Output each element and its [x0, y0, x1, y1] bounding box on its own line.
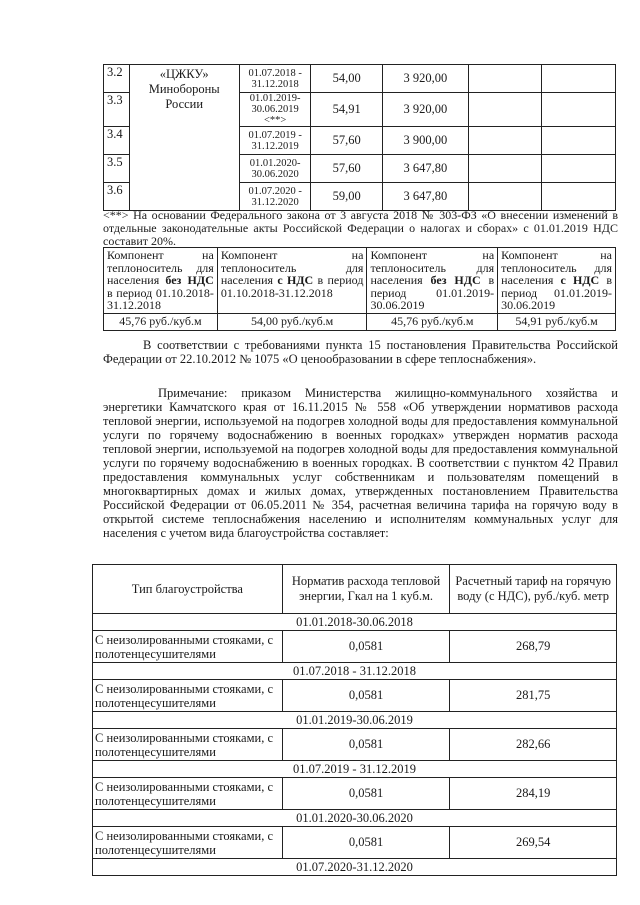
value-cell: 57,60: [311, 155, 383, 183]
empty-cell: [542, 183, 616, 211]
component-value: 54,00 руб./куб.м: [217, 313, 367, 330]
period-row: [93, 859, 617, 876]
component-value: 45,76 руб./куб.м: [104, 313, 218, 330]
period-cell: 01.07.2020-31.12.2020: [93, 859, 617, 876]
empty-cell: [468, 155, 542, 183]
period-cell: 01.07.2020 - 31.12.2020: [239, 183, 311, 211]
table-row: [93, 827, 617, 859]
table-row: [93, 778, 617, 810]
value-cell: 3 647,80: [382, 183, 468, 211]
component-description: Компонент на теплоноситель для населения с НДС в период 01.10.2018-31.12.2018: [217, 248, 367, 314]
row-number: 3.3: [104, 93, 130, 127]
calc-table: [92, 564, 617, 876]
period-row: [93, 614, 617, 631]
component-value: 54,91 руб./куб.м: [498, 313, 616, 330]
component-description: Компонент на теплоноситель для населения без НДС в период 01.01.2019-30.06.2019: [367, 248, 498, 314]
row-number: 3.4: [104, 127, 130, 155]
row-number: 3.5: [104, 155, 130, 183]
table-row: [93, 631, 617, 663]
empty-cell: [542, 65, 616, 93]
tariff-table: [103, 64, 616, 211]
tariff-cell: 268,79: [450, 631, 617, 663]
value-cell: 57,60: [311, 127, 383, 155]
org-line: «ЦЖКУ»: [159, 67, 209, 81]
empty-cell: [468, 183, 542, 211]
column-header: Расчетный тариф на горячую воду (с НДС), руб./куб. метр: [450, 565, 617, 614]
period-cell: 01.07.2018 - 31.12.2018: [93, 663, 617, 680]
table-row: [104, 65, 616, 93]
norm-cell: 0,0581: [282, 729, 450, 761]
period-cell: 01.07.2019 - 31.12.2019: [239, 127, 311, 155]
organization-cell: [129, 65, 239, 211]
empty-cell: [468, 127, 542, 155]
tariff-cell: 269,54: [450, 827, 617, 859]
component-value: 45,76 руб./куб.м: [367, 313, 498, 330]
table-row: [93, 680, 617, 712]
empty-cell: [542, 93, 616, 127]
value-cell: 3 920,00: [382, 93, 468, 127]
org-line: России: [165, 97, 204, 111]
column-header: Тип благоустройства: [93, 565, 283, 614]
footnote: <**> На основании Федерального закона от 3 августа 2018 № 303-ФЗ «О внесении изменений в отдельные законодательные акты Российской Федерации о налогах и сборах» с 01.01.2019 НДС составит 20%.: [103, 208, 618, 248]
table-row: [93, 729, 617, 761]
table-row: [104, 313, 616, 330]
value-cell: 3 900,00: [382, 127, 468, 155]
period-row: [93, 663, 617, 680]
value-cell: 3 647,80: [382, 155, 468, 183]
period-cell: 01.07.2019 - 31.12.2019: [93, 761, 617, 778]
value-cell: 54,00: [311, 65, 383, 93]
period-row: [93, 810, 617, 827]
period-row: [93, 712, 617, 729]
row-number: 3.6: [104, 183, 130, 211]
period-cell: 01.01.2020-30.06.2020: [93, 810, 617, 827]
type-cell: С неизолированными стояками, с полотенцесушителями: [93, 631, 283, 663]
period-cell: 01.01.2018-30.06.2018: [93, 614, 617, 631]
type-cell: С неизолированными стояками, с полотенцесушителями: [93, 778, 283, 810]
type-cell: С неизолированными стояками, с полотенцесушителями: [93, 729, 283, 761]
column-header: Норматив расхода тепловой энергии, Гкал на 1 куб.м.: [282, 565, 450, 614]
type-cell: С неизолированными стояками, с полотенцесушителями: [93, 680, 283, 712]
norm-cell: 0,0581: [282, 827, 450, 859]
table-header-row: [93, 565, 617, 614]
table-row: [104, 248, 616, 314]
components-table: [103, 247, 616, 331]
value-cell: 3 920,00: [382, 65, 468, 93]
period-cell: 01.07.2018 - 31.12.2018: [239, 65, 311, 93]
empty-cell: [468, 65, 542, 93]
component-description: Компонент на теплоноситель для населения с НДС в период 01.01.2019-30.06.2019: [498, 248, 616, 314]
empty-cell: [468, 93, 542, 127]
empty-cell: [542, 155, 616, 183]
tariff-cell: 284,19: [450, 778, 617, 810]
empty-cell: [542, 127, 616, 155]
value-cell: 59,00: [311, 183, 383, 211]
type-cell: С неизолированными стояками, с полотенцесушителями: [93, 827, 283, 859]
paragraph-regulation: В соответствии с требованиями пункта 15 постановления Правительства Российской Федерации от 22.10.2012 № 1075 «О ценообразовании в сфере теплоснабжения».: [103, 338, 618, 366]
period-cell: 01.01.2019-30.06.2019 <**>: [239, 93, 311, 127]
row-number: 3.2: [104, 65, 130, 93]
value-cell: 54,91: [311, 93, 383, 127]
norm-cell: 0,0581: [282, 631, 450, 663]
org-line: Минобороны: [148, 82, 220, 96]
tariff-cell: 282,66: [450, 729, 617, 761]
norm-cell: 0,0581: [282, 680, 450, 712]
period-cell: 01.01.2019-30.06.2019: [93, 712, 617, 729]
period-row: [93, 761, 617, 778]
tariff-cell: 281,75: [450, 680, 617, 712]
component-description: Компонент на теплоноситель для населения без НДС в период 01.10.2018-31.12.2018: [104, 248, 218, 314]
period-cell: 01.01.2020-30.06.2020: [239, 155, 311, 183]
norm-cell: 0,0581: [282, 778, 450, 810]
paragraph-note: Примечание: приказом Министерства жилищно-коммунального хозяйства и энергетики Камчатского края от 16.11.2015 № 558 «Об утверждении нормативов расхода тепловой энергии, используемой на подогрев холодной воды для предоставления коммунальной услуги по горячему водоснабжению в военных городках» утвержден норматив расхода тепловой энергии, используемой на подогрев холодной воды для предоставления коммунальной услуги по горячему водоснабжению в военных городках. В соответствии с пунктом 42 Правил предоставления коммунальных услуг собственникам и пользователям помещений в многоквартирных домах и жилых домах, утвержденных постановлением Правительства Российской Федерации от 06.05.2011 № 354, расчетная величина тарифа на горячую воду в открытой системе теплоснабжения населению и исполнителям коммунальных услуг для населения с учетом вида благоустройства составляет:: [103, 386, 618, 540]
